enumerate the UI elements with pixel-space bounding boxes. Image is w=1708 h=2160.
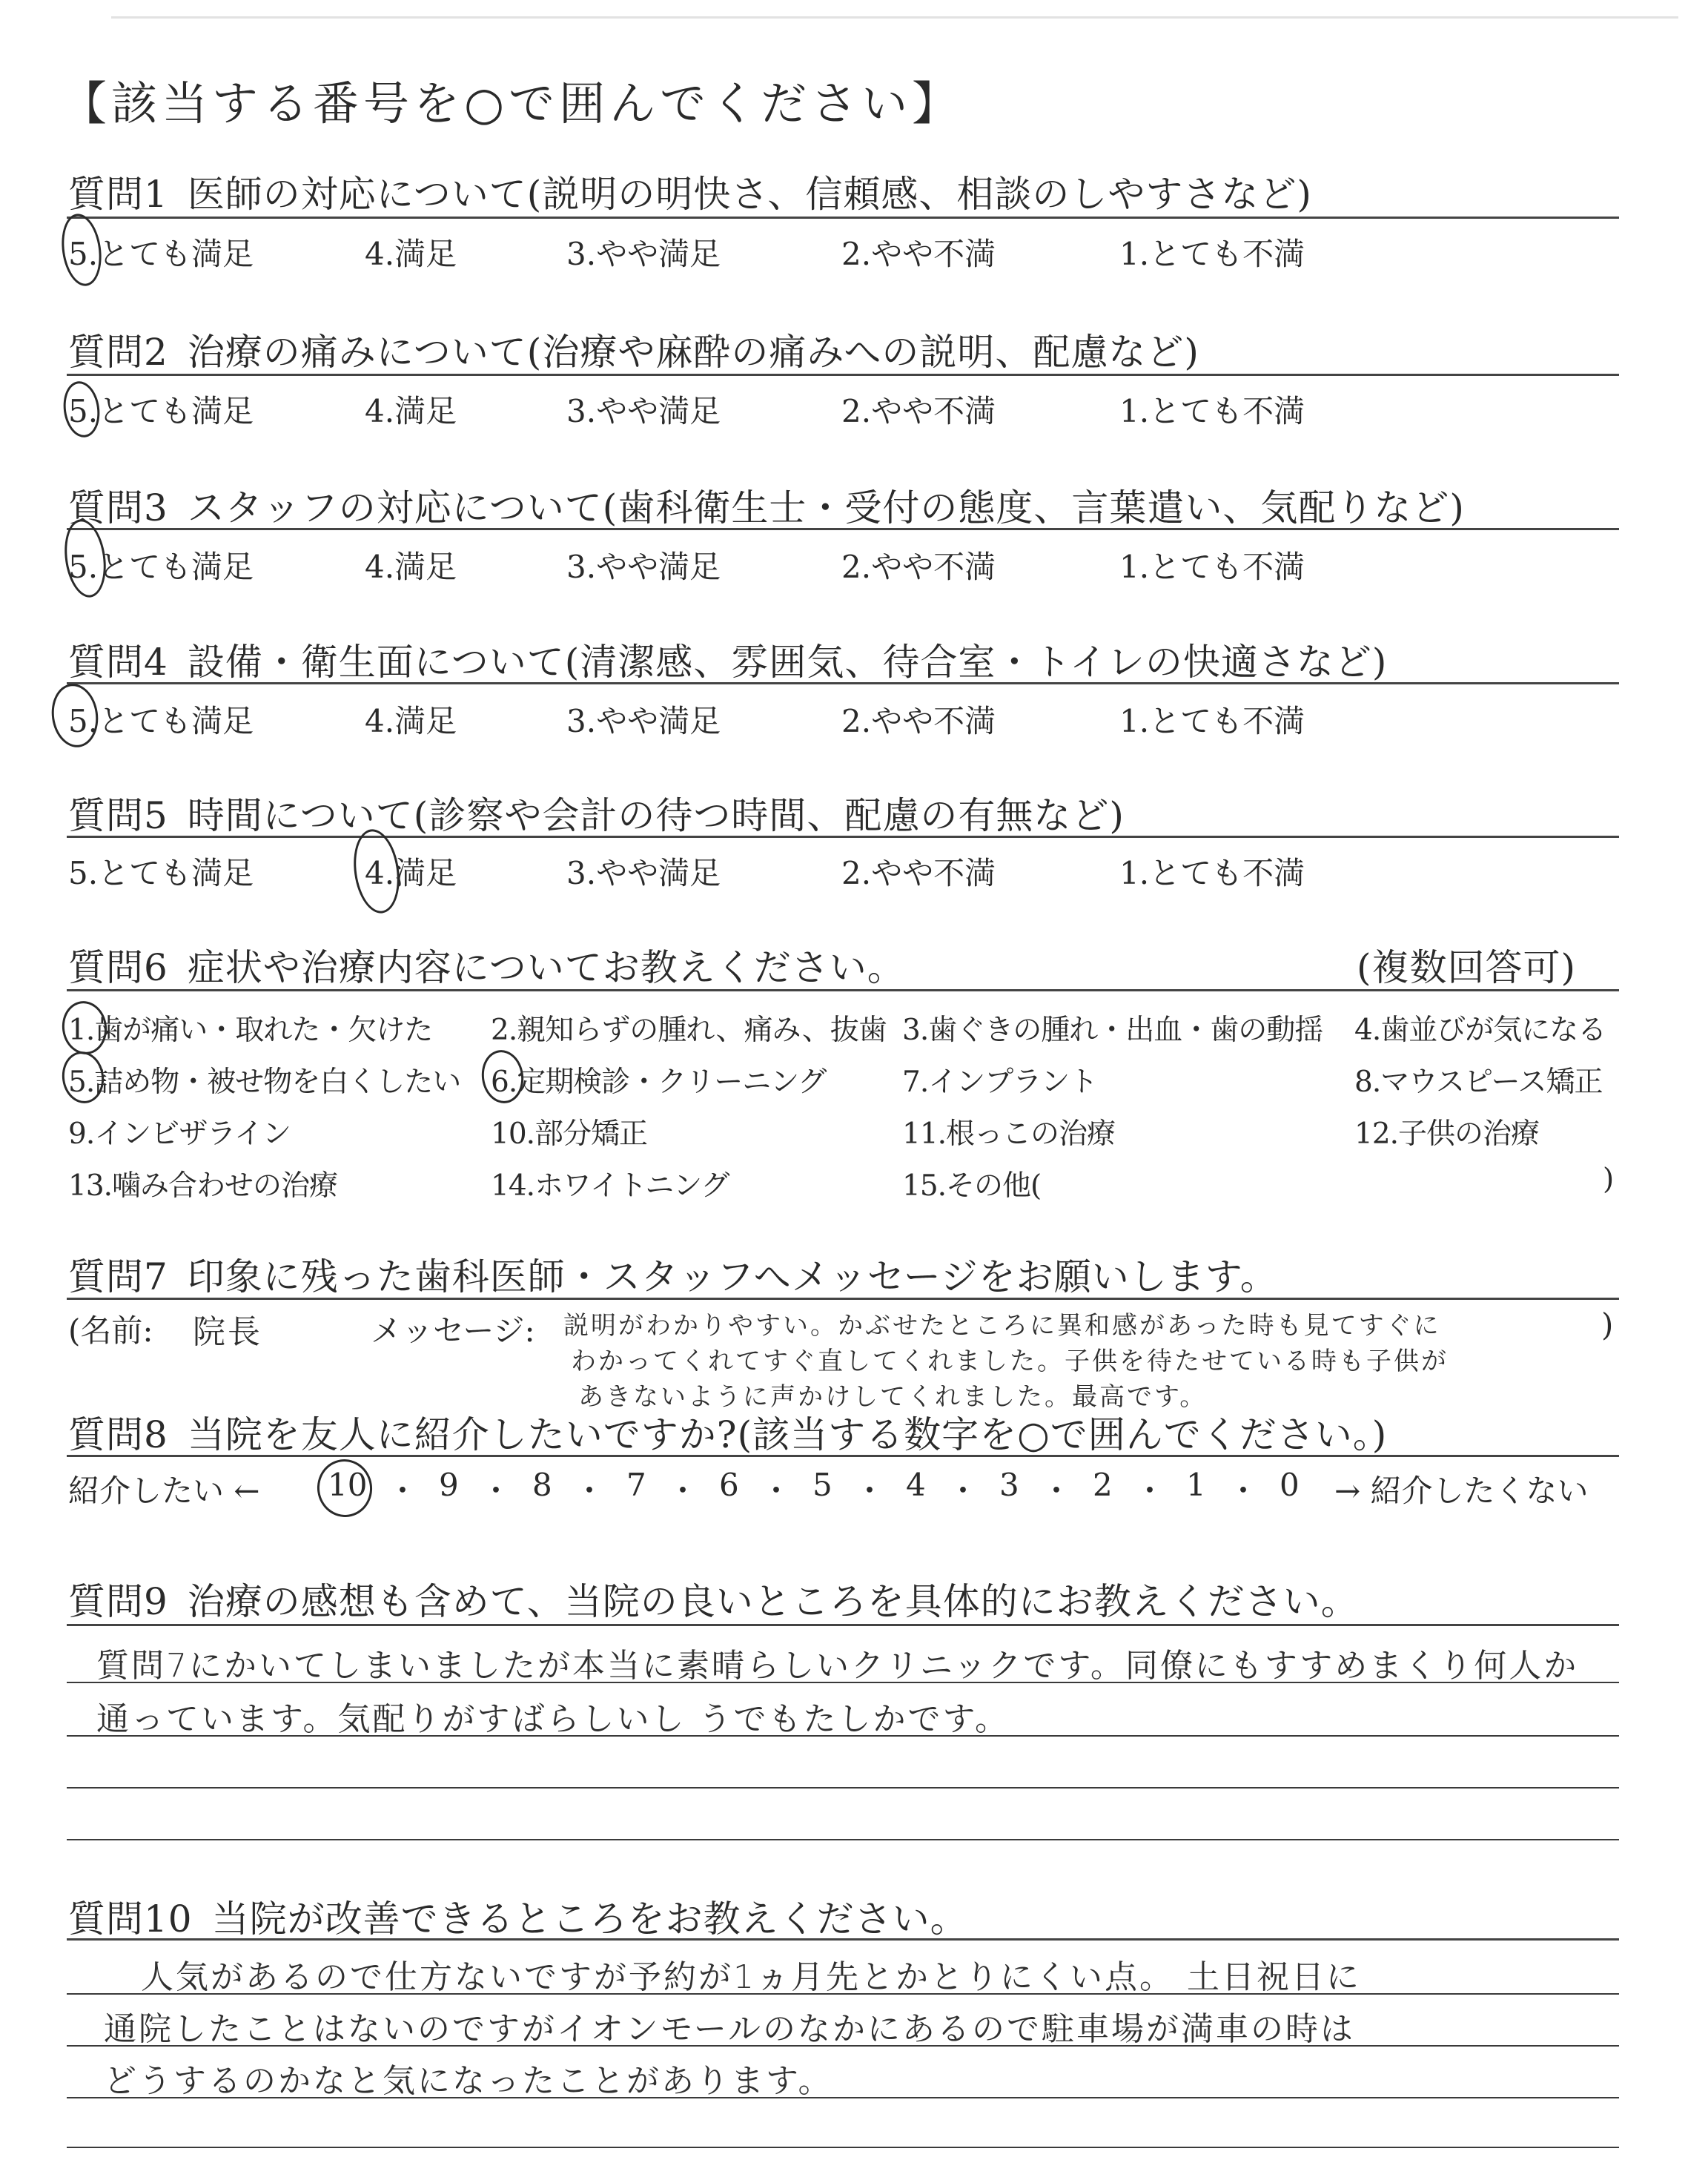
symptom-option-4[interactable]: 4.歯並びが気になる bbox=[1354, 1014, 1606, 1047]
option-2[interactable]: 2.やや不満 bbox=[841, 703, 996, 739]
name-label: (名前: bbox=[68, 1312, 153, 1349]
question-8-rule bbox=[67, 1455, 1619, 1457]
question-number: 質問1 bbox=[68, 173, 168, 216]
question-1-options bbox=[68, 230, 1619, 274]
question-1-title bbox=[68, 165, 1312, 218]
question-5-options bbox=[68, 849, 1619, 894]
question-number: 質問7 bbox=[68, 1255, 168, 1298]
question-8-title bbox=[68, 1405, 1387, 1459]
question-number: 質問6 bbox=[68, 946, 168, 989]
question-text: 時間について(診察や会計の待つ時間、配慮の有無など) bbox=[187, 794, 1125, 837]
symptom-option-12[interactable]: 12.子供の治療 bbox=[1354, 1117, 1540, 1151]
scale-10[interactable]: 10 bbox=[328, 1467, 368, 1503]
option-5[interactable]: 5.とても満足 bbox=[68, 549, 254, 585]
option-3[interactable]: 3.やや満足 bbox=[566, 393, 721, 429]
option-1[interactable]: 1.とても不満 bbox=[1119, 549, 1305, 585]
q10-answer-line-2[interactable]: 通院したことはないのですがイオンモールのなかにあるので駐車場が満車の時は bbox=[104, 2010, 1356, 2048]
question-7-rule bbox=[67, 1298, 1619, 1300]
scale-9[interactable]: 9 bbox=[439, 1467, 459, 1503]
page-title: 【該当する番号を○で囲んでください】 bbox=[61, 76, 963, 131]
option-5[interactable]: 5.とても満足 bbox=[68, 236, 254, 272]
q10-answer-line-3[interactable]: どうするのかなと気になったことがあります。 bbox=[104, 2062, 833, 2100]
top-divider bbox=[111, 16, 1678, 19]
scale-3[interactable]: 3 bbox=[999, 1467, 1019, 1503]
scale-separator: ・ bbox=[667, 1473, 699, 1509]
question-6-title bbox=[68, 938, 905, 991]
answer-line bbox=[67, 1735, 1619, 1737]
selection-circle bbox=[348, 826, 404, 916]
message-line-3[interactable]: あきないように声かけしてくれました。最高です。 bbox=[578, 1382, 1208, 1412]
question-7-title bbox=[68, 1247, 1278, 1301]
option-4[interactable]: 4.満足 bbox=[365, 393, 457, 429]
question-4-options bbox=[68, 697, 1619, 742]
symptom-option-13[interactable]: 13.噛み合わせの治療 bbox=[68, 1169, 338, 1203]
message-close-paren: ) bbox=[1601, 1307, 1614, 1343]
q9-answer-line-2[interactable]: 通っています。気配りがすばらしいし うでもたしかです。 bbox=[96, 1700, 1010, 1738]
question-3-rule bbox=[67, 528, 1619, 530]
option-5[interactable]: 5.とても満足 bbox=[68, 703, 254, 739]
message-label: メッセージ: bbox=[371, 1312, 535, 1349]
scale-5[interactable]: 5 bbox=[812, 1467, 833, 1503]
multiple-answer-note: (複数回答可) bbox=[1357, 946, 1577, 989]
question-text: 設備・衛生面について(清潔感、雰囲気、待合室・トイレの快適さなど) bbox=[187, 641, 1388, 684]
scale-separator: ・ bbox=[1041, 1473, 1073, 1509]
question-text: 医師の対応について(説明の明快さ、信頼感、相談のしやすさなど) bbox=[187, 173, 1312, 216]
symptom-option-14[interactable]: 14.ホワイトニング bbox=[491, 1169, 729, 1203]
question-6-rule bbox=[67, 989, 1619, 991]
question-4-title bbox=[68, 633, 1387, 686]
name-value[interactable]: 院長 bbox=[193, 1313, 262, 1351]
answer-line bbox=[67, 1993, 1619, 1995]
question-5-rule bbox=[67, 836, 1619, 838]
question-text: 印象に残った歯科医師・スタッフへメッセージをお願いします。 bbox=[187, 1255, 1278, 1298]
question-4-rule bbox=[67, 682, 1619, 684]
question-text: 治療の感想も含めて、当院の良いところを具体的にお教えください。 bbox=[187, 1580, 1359, 1623]
question-number: 質問5 bbox=[68, 794, 168, 837]
question-text: 当院を友人に紹介したいですか?(該当する数字を○で囲んでください。) bbox=[187, 1413, 1388, 1456]
scale-8[interactable]: 8 bbox=[532, 1467, 552, 1503]
scale-separator: ・ bbox=[387, 1473, 419, 1509]
option-4[interactable]: 4.満足 bbox=[365, 236, 457, 272]
question-text: 治療の痛みについて(治療や麻酔の痛みへの説明、配慮など) bbox=[187, 331, 1199, 374]
answer-line bbox=[67, 1787, 1619, 1789]
scale-4[interactable]: 4 bbox=[906, 1467, 926, 1503]
scale-separator: ・ bbox=[1134, 1473, 1166, 1509]
question-2-options bbox=[68, 387, 1619, 432]
scale-0[interactable]: 0 bbox=[1280, 1467, 1300, 1503]
option-3[interactable]: 3.やや満足 bbox=[566, 236, 721, 272]
symptom-option-9[interactable]: 9.インビザライン bbox=[68, 1117, 291, 1151]
scale-6[interactable]: 6 bbox=[719, 1467, 739, 1503]
symptom-option-10[interactable]: 10.部分矯正 bbox=[491, 1117, 648, 1151]
question-10-title bbox=[68, 1889, 968, 1943]
message-line-1[interactable]: 説明がわかりやすい。かぶせたところに異和感があった時も見てすぐに bbox=[563, 1311, 1441, 1341]
q9-answer-line-1[interactable]: 質問7にかいてしまいましたが本当に素晴らしいクリニックです。同僚にもすすめまくり何人か bbox=[96, 1647, 1579, 1685]
question-3-title bbox=[68, 478, 1465, 532]
question-9-title bbox=[68, 1572, 1359, 1625]
question-number: 質問4 bbox=[68, 641, 168, 684]
other-close-paren: ) bbox=[1603, 1163, 1614, 1196]
message-line-2[interactable]: わかってくれてすぐ直してくれました。子供を待たせている時も子供が bbox=[571, 1347, 1449, 1376]
scale-left-label: 紹介したい ← bbox=[68, 1473, 260, 1509]
option-4[interactable]: 4.満足 bbox=[365, 703, 457, 739]
question-number: 質問8 bbox=[68, 1413, 168, 1456]
symptom-option-3[interactable]: 3.歯ぐきの腫れ・出血・歯の動揺 bbox=[902, 1014, 1323, 1047]
scale-separator: ・ bbox=[1228, 1473, 1260, 1509]
question-9-rule bbox=[67, 1624, 1619, 1626]
question-text: 当院が改善できるところをお教えください。 bbox=[211, 1898, 968, 1941]
q10-answer-line-1[interactable]: 人気があるので仕方ないですが予約が1ヵ月先とかとりにくい点。 土日祝日に bbox=[141, 1958, 1361, 1996]
option-2[interactable]: 2.やや不満 bbox=[841, 549, 996, 585]
symptom-option-11[interactable]: 11.根っこの治療 bbox=[902, 1117, 1116, 1151]
option-1[interactable]: 1.とても不満 bbox=[1119, 393, 1305, 429]
scale-right-label: → 紹介したくない bbox=[1334, 1473, 1589, 1509]
symptom-option-6[interactable]: 6.定期検診・クリーニング bbox=[491, 1066, 827, 1099]
symptom-option-7[interactable]: 7.インプラント bbox=[902, 1066, 1098, 1099]
answer-line bbox=[67, 2147, 1619, 2148]
answer-line bbox=[67, 2045, 1619, 2047]
question-10-rule bbox=[67, 1938, 1619, 1941]
selection-circle bbox=[57, 211, 105, 288]
option-4[interactable]: 4.満足 bbox=[365, 855, 457, 891]
question-2-title bbox=[68, 323, 1199, 376]
symptom-option-15[interactable]: 15.その他( bbox=[902, 1169, 1042, 1203]
answer-line bbox=[67, 2097, 1619, 2098]
question-text: スタッフの対応について(歯科衛生士・受付の態度、言葉遣い、気配りなど) bbox=[187, 486, 1465, 529]
question-text: 症状や治療内容についてお教えください。 bbox=[187, 946, 905, 989]
question-1-rule bbox=[67, 217, 1619, 219]
selection-circle bbox=[314, 1456, 376, 1521]
option-1[interactable]: 1.とても不満 bbox=[1119, 855, 1305, 891]
option-3[interactable]: 3.やや満足 bbox=[566, 549, 721, 585]
option-2[interactable]: 2.やや不満 bbox=[841, 393, 996, 429]
answer-line bbox=[67, 1839, 1619, 1840]
option-2[interactable]: 2.やや不満 bbox=[841, 855, 996, 891]
option-5[interactable]: 5.とても満足 bbox=[68, 855, 254, 891]
symptom-option-1[interactable]: 1.歯が痛い・取れた・欠けた bbox=[68, 1014, 433, 1047]
scale-separator: ・ bbox=[574, 1473, 606, 1509]
symptom-option-8[interactable]: 8.マウスピース矯正 bbox=[1354, 1066, 1603, 1099]
question-number: 質問10 bbox=[68, 1898, 193, 1941]
option-1[interactable]: 1.とても不満 bbox=[1119, 703, 1305, 739]
question-2-rule bbox=[67, 374, 1619, 376]
option-5[interactable]: 5.とても満足 bbox=[68, 393, 254, 429]
option-2[interactable]: 2.やや不満 bbox=[841, 236, 996, 272]
option-3[interactable]: 3.やや満足 bbox=[566, 703, 721, 739]
scale-separator: ・ bbox=[947, 1473, 979, 1509]
scale-separator: ・ bbox=[480, 1473, 512, 1509]
question-3-options bbox=[68, 543, 1619, 587]
question-5-title bbox=[68, 786, 1125, 839]
scale-7[interactable]: 7 bbox=[626, 1467, 646, 1503]
question-number: 質問3 bbox=[68, 486, 168, 529]
question-number: 質問9 bbox=[68, 1580, 168, 1623]
answer-line bbox=[67, 1682, 1619, 1683]
symptom-option-2[interactable]: 2.親知らずの腫れ、痛み、抜歯 bbox=[491, 1014, 887, 1047]
scale-1[interactable]: 1 bbox=[1186, 1467, 1206, 1503]
scale-separator: ・ bbox=[854, 1473, 886, 1509]
symptom-option-5[interactable]: 5.詰め物・被せ物を白くしたい bbox=[68, 1066, 461, 1099]
question-number: 質問2 bbox=[68, 331, 168, 374]
option-3[interactable]: 3.やや満足 bbox=[566, 855, 721, 891]
scale-2[interactable]: 2 bbox=[1093, 1467, 1113, 1503]
option-1[interactable]: 1.とても不満 bbox=[1119, 236, 1305, 272]
scale-separator: ・ bbox=[761, 1473, 792, 1509]
option-4[interactable]: 4.満足 bbox=[365, 549, 457, 585]
